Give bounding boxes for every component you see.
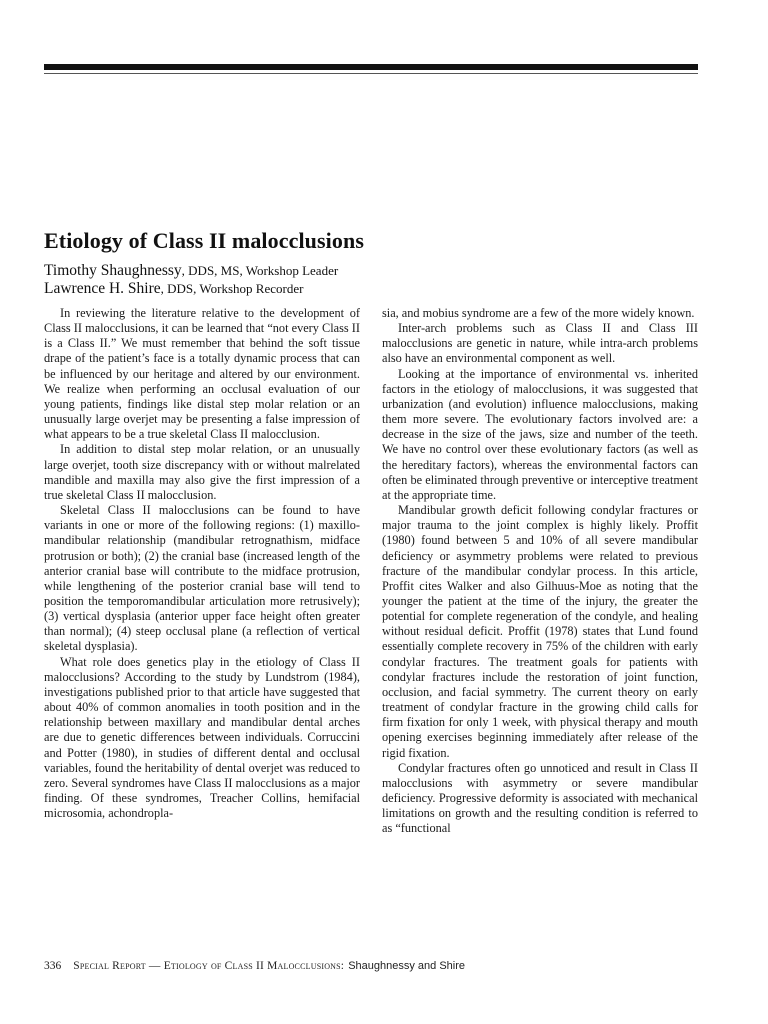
- running-head: Special Report — Etiology of Class II Malocclusions:: [73, 960, 345, 972]
- running-head-authors: Shaughnessy and Shire: [348, 960, 466, 972]
- paragraph: In reviewing the literature relative to the development of Class II malocclusions, it can be learned that “not every Class II is a Class II.” We must remember that behind the soft tissue drape of the patient’s face is a totally dynamic process that can be influenced by our heritage and altered by our environment. We realize when performing an occlusal evaluation of our young patients, findings like distal step molar relation or an unusually large overjet may be presenting a false impression of what appears to be a true skeletal Class II malocclusion.: [44, 306, 360, 442]
- author-name: Lawrence H. Shire: [44, 280, 161, 297]
- header-rule-thick: [44, 64, 698, 70]
- paragraph: sia, and mobius syndrome are a few of the more widely known.: [382, 306, 695, 320]
- right-column: [382, 306, 698, 946]
- header-rule-thin: [44, 73, 698, 74]
- paragraph: Skeletal Class II malocclusions can be found to have variants in one or more of the following regions: (1) maxillo-mandibular relationship (mandibular retrognathism, midface protrusion or both); (2) the cranial base (increased length of the anterior cranial base will contribute to the midface protrusion, while lengthening of the posterior cranial base will tend to position the temporomandibular articulation more retrusively); (3) vertical dysplasia (anterior upper face height often greater than normal); (4) steep occlusal plane (a reflection of vertical skeletal dysplasia).: [44, 503, 360, 654]
- article-title: Etiology of Class II malocclusions: [44, 228, 364, 253]
- paragraph: Mandibular growth deficit following condylar fractures or major trauma to the joint complex is highly likely. Proffit (1980) found between 5 and 10% of all severe mandibular deficiency or asymmetry problems were related to previous fracture of the mandibular condylar process. In this article, Proffit cites Walker and also Gilhuus-Moe as noting that the younger the patient at the time of the injury, the greater the potential for complete regeneration of the condyle, and healing without residual deficit. Proffit (1978) states that Lund found essentially complete recovery in 75% of the children with early condylar fractures. The treatment goals for patients with condylar fractures include the restoration of joint function, occlusion, and facial symmetry. The current theory on early treatment of condylar fracture in the growing child calls for firm fixation for only 1 week, with physical therapy and mouth opening exercises beginning immediately after release of the rigid fixation.: [382, 503, 698, 760]
- paragraph: Condylar fractures often go unnoticed and result in Class II malocclusions with asymmetry or severe mandibular deficiency. Progressive deformity is associated with mechanical limitations on growth and the resulting condition is referred to as “functional: [382, 760, 698, 836]
- paragraph: Inter-arch problems such as Class II and Class III malocclusions are genetic in nature, while intra-arch problems also have an environmental component as well.: [382, 321, 698, 366]
- left-column: [44, 306, 360, 946]
- paragraph: Looking at the importance of environmental vs. inherited factors in the etiology of malocclusions, it was suggested that urbanization (and evolution) influence malocclusions, making them more severe. The evolutionary factors involved are: a decrease in the size of the jaws, size and number of the teeth. We have no control over these evolutionary factors (as well as the hereditary factors), whereas the environmental factors can often be eliminated through preventive or interceptive treatment at the appropriate time.: [382, 366, 698, 502]
- page-footer: [44, 960, 465, 972]
- page-number: 336: [44, 960, 62, 972]
- paragraph: In addition to distal step molar relation, or an unusually large overjet, tooth size discrepancy with or without malrelated mandible and maxilla may also give the first impression of a true skeletal Class II malocclusion.: [44, 442, 360, 502]
- author-credentials: , DDS, Workshop Recorder: [160, 281, 304, 296]
- author-credentials: , DDS, MS, Workshop Leader: [181, 263, 339, 278]
- author-line-1: [44, 262, 338, 280]
- author-line-2: [44, 280, 303, 298]
- author-name: Timothy Shaughnessy: [44, 262, 182, 279]
- paragraph: What role does genetics play in the etiology of Class II malocclusions? According to the study by Lundstrom (1984), investigations published prior to that article have suggested that about 40% of common anomalies in tooth position and in the relationship between maxillary and mandibular dental arches are due to genetic differences between individuals. Corruccini and Potter (1980), in studies of different dental and occlusal variables, found the heritability of dental overjet was reduced to zero. Several syndromes have Class II malocclusions as a major finding. Of these syndromes, Treacher Collins, hemifacial microsomia, achondropla-: [44, 654, 360, 821]
